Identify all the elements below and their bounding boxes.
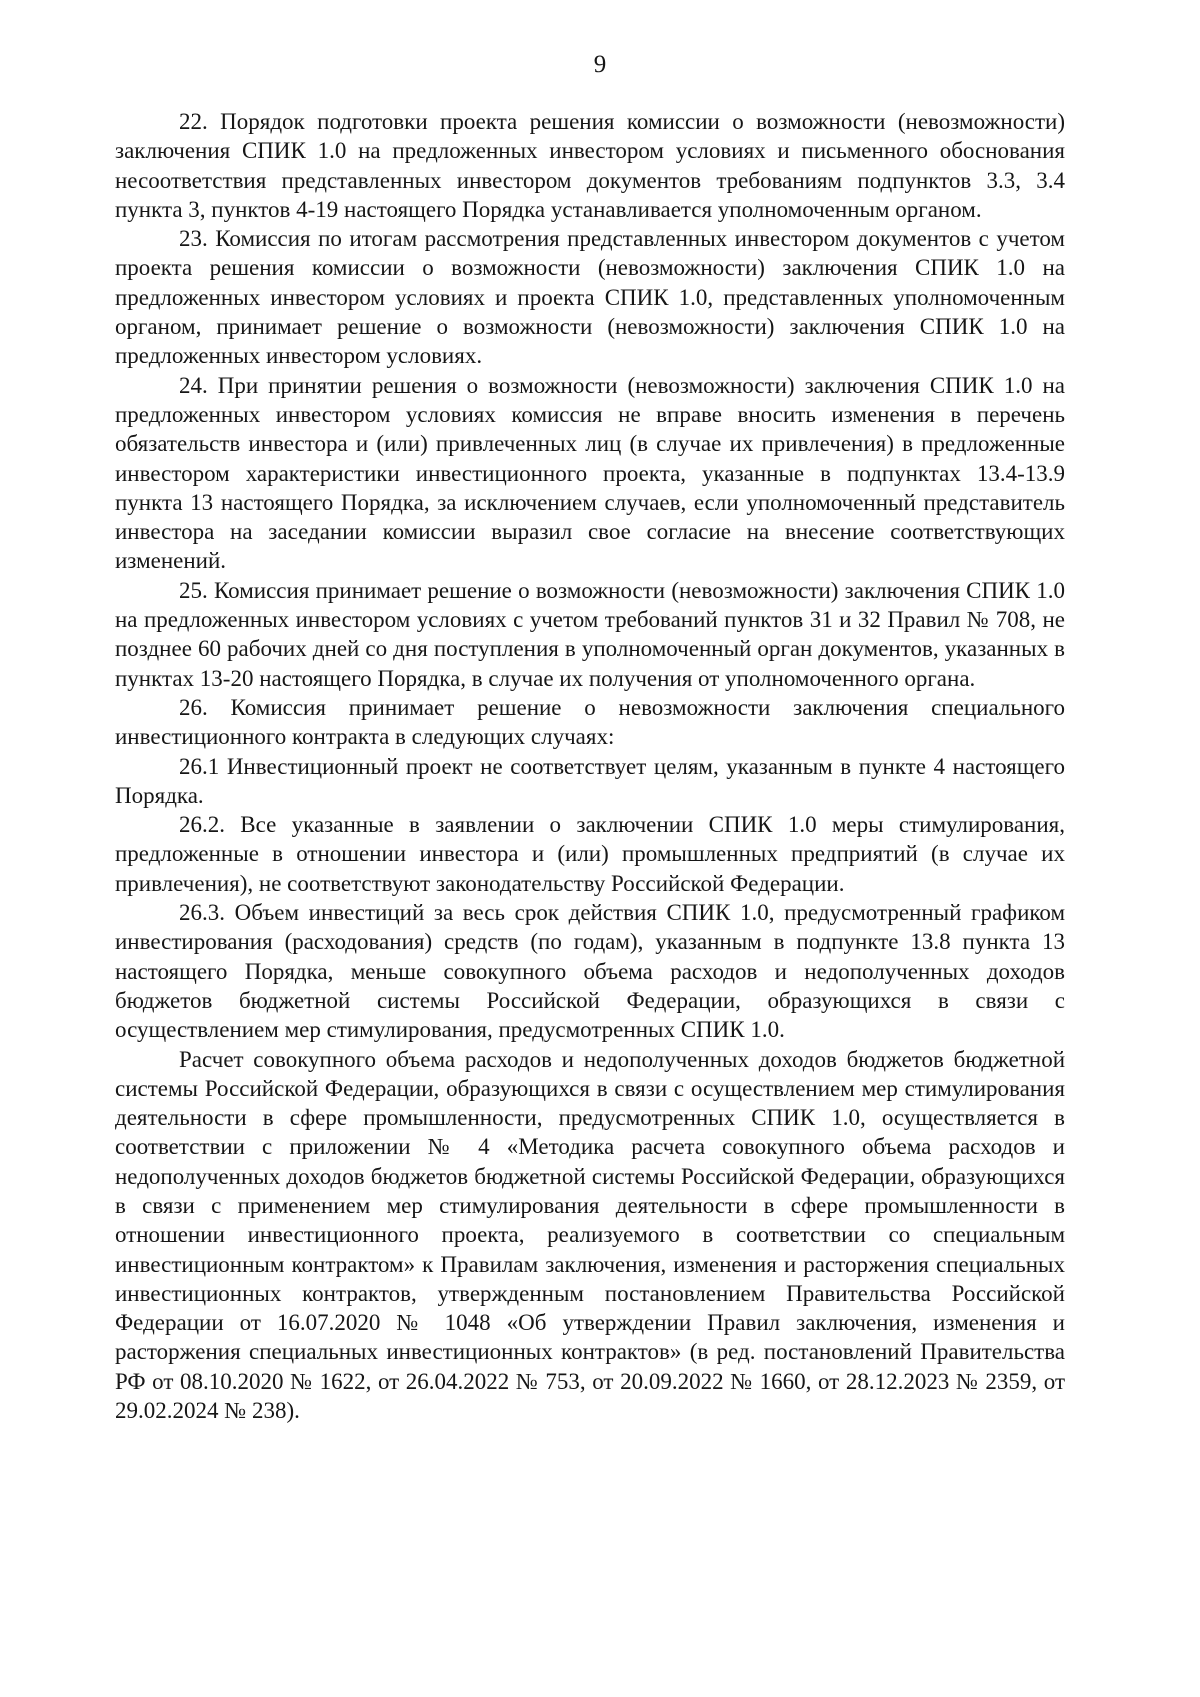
paragraph-22: 22. Порядок подготовки проекта решения комиссии о возможности (невозможности) заключения СПИК 1.0 на предложенных инвестором условиях и письменного обоснования несоответствия представленных инвестором документов требованиям подпунктов 3.3, 3.4 пункта 3, пунктов 4-19 настоящего Порядка устанавливается уполномоченным органом. <box>115 109 1065 222</box>
paragraph-26-1: 26.1 Инвестиционный проект не соответствует целям, указанным в пункте 4 настоящего Порядка. <box>115 753 1065 808</box>
paragraph-24: 24. При принятии решения о возможности (невозможности) заключения СПИК 1.0 на предложенных инвестором условиях комиссия не вправе вносить изменения в перечень обязательств инвестора и (или) привлеченных лиц (в случае их привлечения) в предложенные инвестором характеристики инвестиционного проекта, указанные в подпунктах 13.4-13.9 пункта 13 настоящего Порядка, за исключением случаев, если уполномоченный представитель инвестора на заседании комиссии выразил свое согласие на внесение соответствующих изменений. <box>115 372 1065 574</box>
paragraph-calculation: Расчет совокупного объема расходов и недополученных доходов бюджетов бюджетной системы Российской Федерации, образующихся в связи с осуществлением мер стимулирования деятельности в сфере промышленности, предусмотренных СПИК 1.0, осуществляется в соответствии с приложении № 4 «Методика расчета совокупного объема расходов и недополученных доходов бюджетов бюджетной системы Российской Федерации, образующихся в связи с применением мер стимулирования деятельности в сфере промышленности в отношении инвестиционного проекта, реализуемого в соответствии со специальным инвестиционным контрактом» к Правилам заключения, изменения и расторжения специальных инвестиционных контрактов, утвержденным постановлением Правительства Российской Федерации от 16.07.2020 № 1048 «Об утверждении Правил заключения, изменения и расторжения специальных инвестиционных контрактов» (в ред. постановлений Правительства РФ от 08.10.2020 № 1622, от 26.04.2022 № 753, от 20.09.2022 № 1660, от 28.12.2023 № 2359, от 29.02.2024 № 238). <box>115 1046 1065 1424</box>
paragraph-26-3: 26.3. Объем инвестиций за весь срок действия СПИК 1.0, предусмотренный графиком инвестирования (расходования) средств (по годам), указанным в подпункте 13.8 пункта 13 настоящего Порядка, меньше совокупного объема расходов и недополученных доходов бюджетов бюджетной системы Российской Федерации, образующихся в связи с осуществлением мер стимулирования, предусмотренных СПИК 1.0. <box>115 900 1065 1043</box>
page-number: 9 <box>593 51 607 78</box>
paragraph-26: 26. Комиссия принимает решение о невозможности заключения специального инвестиционного контракта в следующих случаях: <box>115 694 1065 750</box>
document-body <box>115 107 1065 1425</box>
paragraph-25: 25. Комиссия принимает решение о возможности (невозможности) заключения СПИК 1.0 на предложенных инвестором условиях с учетом требований пунктов 31 и 32 Правил № 708, не позднее 60 рабочих дней со дня поступления в уполномоченный орган документов, указанных в пунктах 13-20 настоящего Порядка, в случае их получения от уполномоченного органа. <box>115 577 1065 691</box>
paragraph-23: 23. Комиссия по итогам рассмотрения представленных инвестором документов с учетом проекта решения комиссии о возможности (невозможности) заключения СПИК 1.0 на предложенных инвестором условиях и проекта СПИК 1.0, представленных уполномоченным органом, принимает решение о возможности (невозможности) заключения СПИК 1.0 на предложенных инвестором условиях. <box>115 226 1065 369</box>
paragraph-26-2: 26.2. Все указанные в заявлении о заключении СПИК 1.0 меры стимулирования, предложенные в отношении инвестора и (или) промышленных предприятий (в случае их привлечения), не соответствуют законодательству Российской Федерации. <box>115 812 1065 896</box>
